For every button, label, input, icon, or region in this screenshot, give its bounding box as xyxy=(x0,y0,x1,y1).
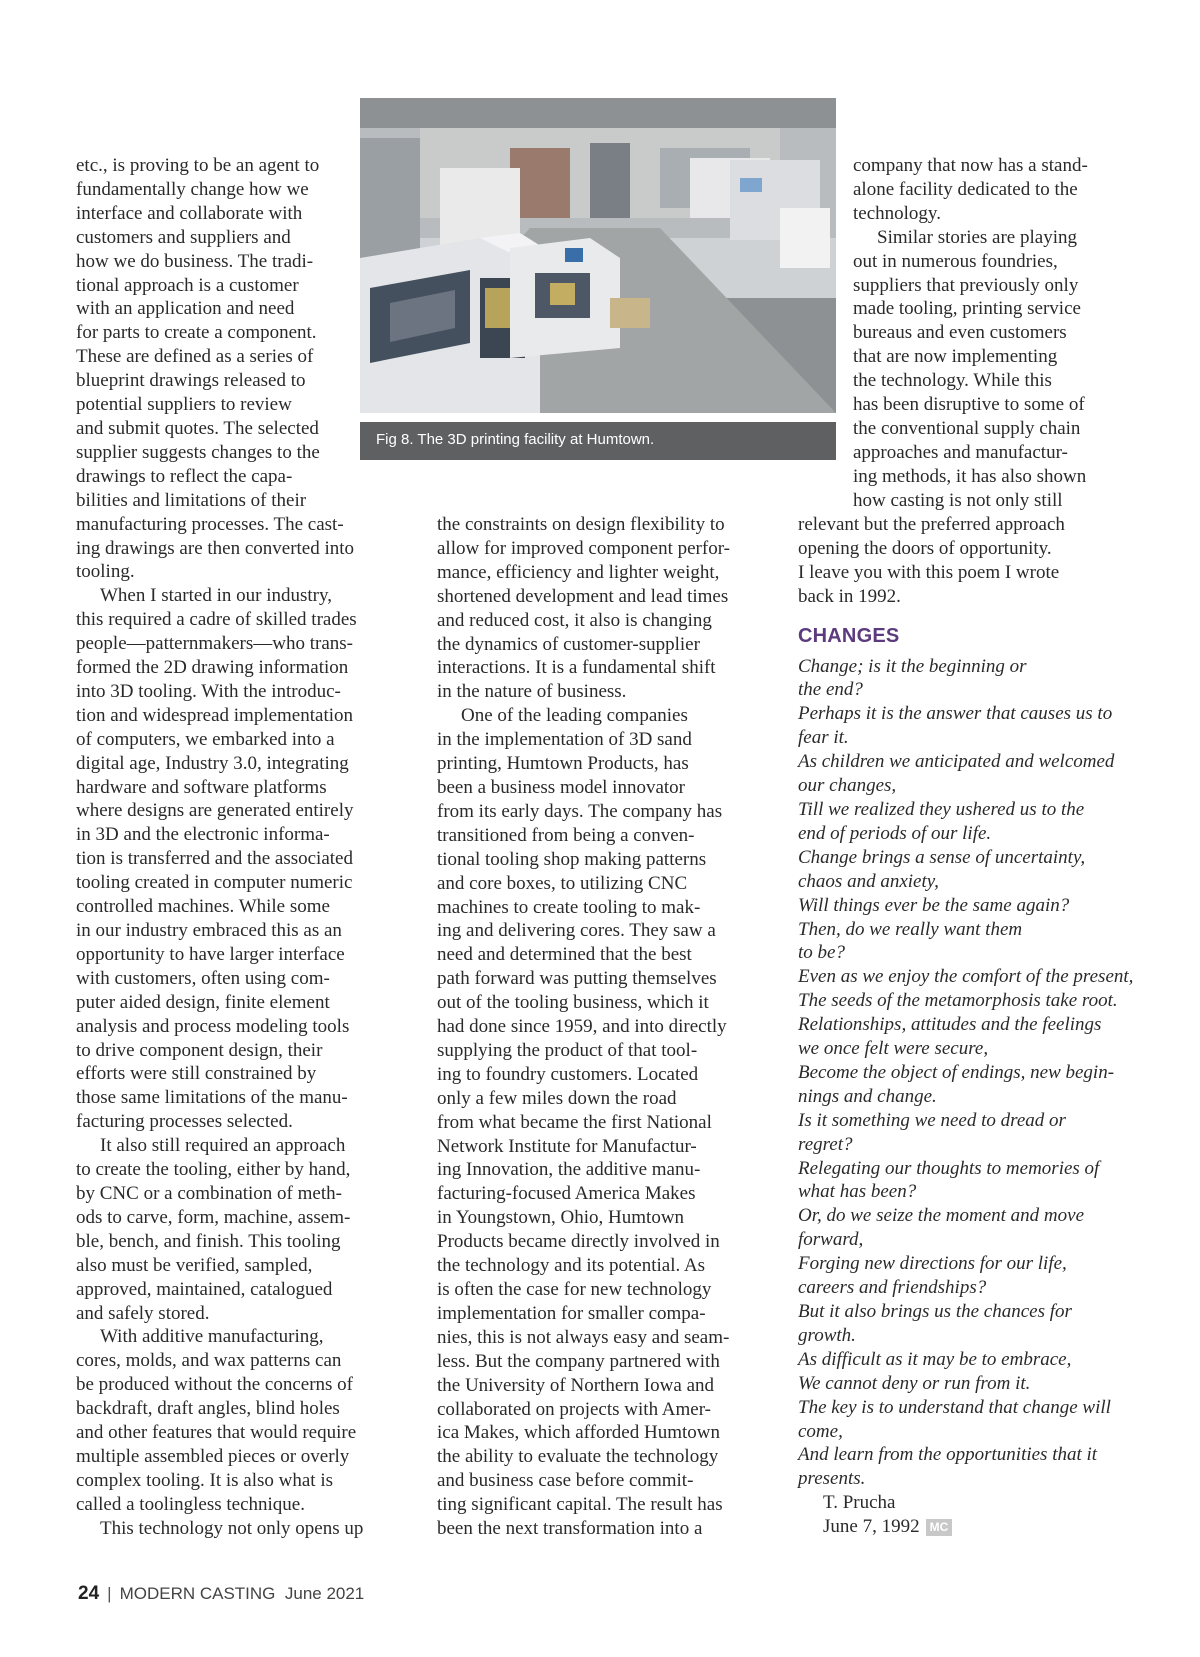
text-line: the University of Northern Iowa and xyxy=(437,1374,715,1396)
text-line: It also still required an approach xyxy=(100,1135,346,1157)
poem-line: Become the object of endings, new begin- xyxy=(798,1061,1115,1083)
poem xyxy=(798,655,1138,1492)
text-line: potential suppliers to review xyxy=(76,394,292,416)
text-line: and submit quotes. The selected xyxy=(76,417,319,439)
page-footer xyxy=(78,1583,364,1605)
text-line: ting significant capital. The result has xyxy=(437,1494,723,1516)
text-line: only a few miles down the road xyxy=(437,1087,677,1109)
text-line: allow for improved component perfor- xyxy=(437,537,730,559)
text-line: drawings to reflect the capa- xyxy=(76,465,293,487)
facility-photo xyxy=(360,98,836,413)
text-line: controlled machines. While some xyxy=(76,896,330,918)
text-line: etc., is proving to be an agent to xyxy=(76,155,320,176)
text-line: been the next transformation into a xyxy=(437,1518,703,1540)
text-line: and core boxes, to utilizing CNC xyxy=(437,872,688,894)
text-line: nies, this is not always easy and seam- xyxy=(437,1326,730,1348)
text-line: customers and suppliers and xyxy=(76,226,291,248)
poem-line: to be? xyxy=(798,942,845,964)
poem-line: As children we anticipated and welcomed xyxy=(798,751,1115,773)
text-line: efforts were still constrained by xyxy=(76,1063,317,1085)
text-line: complex tooling. It is also what is xyxy=(76,1469,334,1491)
poem-line: Or, do we seize the moment and move xyxy=(798,1205,1085,1227)
text-line: Products became directly involved in xyxy=(437,1231,720,1253)
text-line: with an application and need xyxy=(76,298,295,320)
text-line: machines to create tooling to mak- xyxy=(437,896,701,918)
text-line: blueprint drawings released to xyxy=(76,370,306,392)
text-line: facturing-focused America Makes xyxy=(437,1183,696,1205)
text-line: ing Innovation, the additive manu- xyxy=(437,1159,701,1181)
text-line: multiple assembled pieces or overly xyxy=(76,1445,350,1467)
text-line: formed the 2D drawing information xyxy=(76,657,349,679)
text-line: This technology not only opens up xyxy=(100,1517,364,1539)
text-line: people—patternmakers—who trans- xyxy=(76,633,353,655)
paragraph xyxy=(76,154,396,584)
text-line: opening the doors of opportunity. xyxy=(798,537,1052,559)
column-right-body xyxy=(798,513,1138,609)
text-line: puter aided design, finite element xyxy=(76,991,330,1013)
end-mark-logo: MC xyxy=(926,1519,953,1536)
text-line: tional tooling shop making patterns xyxy=(437,848,707,870)
footer-separator: | xyxy=(107,1584,112,1603)
column-right xyxy=(798,513,1138,1539)
text-line: in 3D and the electronic informa- xyxy=(76,824,330,846)
text-line: made tooling, printing service xyxy=(853,298,1081,320)
poem-line: The key is to understand that change will xyxy=(798,1396,1111,1418)
text-line: relevant but the preferred approach xyxy=(798,514,1065,535)
text-line: less. But the company partnered with xyxy=(437,1350,720,1372)
poem-line: our changes, xyxy=(798,775,897,797)
text-line: also must be verified, sampled, xyxy=(76,1254,313,1276)
text-line: bilities and limitations of their xyxy=(76,489,307,511)
text-line: in the implementation of 3D sand xyxy=(437,729,692,751)
text-line: supplier suggests changes to the xyxy=(76,441,320,463)
poem-line: Even as we enjoy the comfort of the present, xyxy=(798,966,1134,988)
text-line: supplying the product of that tool- xyxy=(437,1039,698,1061)
text-line: for parts to create a component. xyxy=(76,322,317,344)
text-line: is often the case for new technology xyxy=(437,1279,712,1300)
text-line: how casting is not only still xyxy=(853,489,1063,511)
text-line: manufacturing processes. The cast- xyxy=(76,513,344,535)
text-line: that are now implementing xyxy=(853,346,1058,368)
text-line: tion and widespread implementation xyxy=(76,704,354,726)
photo-caption: Fig 8. The 3D printing facility at Humtown. xyxy=(376,431,655,448)
poem-line: the end? xyxy=(798,679,863,701)
paragraph xyxy=(76,584,396,1134)
paragraph xyxy=(76,1325,396,1516)
poem-line: Then, do we really want them xyxy=(798,918,1023,940)
poem-line: what has been? xyxy=(798,1181,917,1203)
poem-line: Change; is it the beginning or xyxy=(798,655,1027,677)
text-line: and other features that would require xyxy=(76,1422,357,1444)
text-line: called a toolingless technique. xyxy=(76,1493,305,1515)
column-middle xyxy=(437,513,762,1541)
text-line: Similar stories are playing xyxy=(877,226,1077,248)
text-line: and business case before commit- xyxy=(437,1470,694,1492)
poem-line: And learn from the opportunities that it xyxy=(798,1444,1098,1466)
text-line: One of the leading companies xyxy=(461,705,688,727)
text-line: has been disruptive to some of xyxy=(853,394,1085,416)
text-line: With additive manufacturing, xyxy=(100,1326,324,1348)
signature-date: June 7, 1992 xyxy=(823,1516,920,1538)
paragraph xyxy=(437,704,762,1541)
text-line: approved, maintained, catalogued xyxy=(76,1278,333,1300)
poem-line: Will things ever be the same again? xyxy=(798,894,1070,916)
column-left xyxy=(76,154,396,1541)
text-line: opportunity to have larger interface xyxy=(76,943,345,965)
poem-line: come, xyxy=(798,1420,843,1442)
signature-date-row xyxy=(798,1515,1138,1539)
text-line: been a business model innovator xyxy=(437,776,686,798)
text-line: the dynamics of customer-supplier xyxy=(437,633,700,655)
text-line: the ability to evaluate the technology xyxy=(437,1446,719,1468)
text-line: of computers, we embarked into a xyxy=(76,728,335,750)
text-line: back in 1992. xyxy=(798,585,901,607)
text-line: tooling. xyxy=(76,561,135,583)
text-line: tooling created in computer numeric xyxy=(76,872,353,894)
poem-line: Is it something we need to dread or xyxy=(798,1109,1066,1131)
text-line: by CNC or a combination of meth- xyxy=(76,1182,342,1204)
text-line: with customers, often using com- xyxy=(76,967,330,989)
poem-line: Forging new directions for our life, xyxy=(798,1253,1067,1275)
text-line: and safely stored. xyxy=(76,1302,210,1324)
paragraph xyxy=(76,1517,396,1541)
poem-line: fear it. xyxy=(798,727,849,749)
text-line: digital age, Industry 3.0, integrating xyxy=(76,752,349,774)
text-line: this required a cadre of skilled trades xyxy=(76,609,357,631)
poem-line: careers and friendships? xyxy=(798,1277,987,1299)
text-line: printing, Humtown Products, has xyxy=(437,753,689,775)
text-line: fundamentally change how we xyxy=(76,178,309,200)
text-line: in Youngstown, Ohio, Humtown xyxy=(437,1207,685,1229)
poem-line: The seeds of the metamorphosis take root. xyxy=(798,990,1118,1012)
text-line: tional approach is a customer xyxy=(76,274,299,296)
text-line: tion is transferred and the associated xyxy=(76,848,353,870)
text-line: into 3D tooling. With the introduc- xyxy=(76,680,341,702)
text-line: how we do business. The tradi- xyxy=(76,250,314,272)
text-line: facturing processes selected. xyxy=(76,1111,293,1133)
text-line: in the nature of business. xyxy=(437,681,627,703)
text-line: mance, efficiency and lighter weight, xyxy=(437,561,720,583)
text-line: ing and delivering cores. They saw a xyxy=(437,920,716,942)
poem-line: Till we realized they ushered us to the xyxy=(798,798,1085,820)
text-line: to create the tooling, either by hand, xyxy=(76,1159,351,1181)
text-line: where designs are generated entirely xyxy=(76,800,354,822)
text-line: bureaus and even customers xyxy=(853,322,1067,344)
poem-line: Relegating our thoughts to memories of xyxy=(798,1157,1100,1179)
text-line: the constraints on design flexibility to xyxy=(437,514,725,535)
publication-name: MODERN CASTING xyxy=(119,1584,276,1603)
text-line: be produced without the concerns of xyxy=(76,1374,353,1396)
text-line: ing drawings are then converted into xyxy=(76,537,355,559)
poem-title: CHANGES xyxy=(798,624,900,647)
page-number: 24 xyxy=(78,1583,100,1604)
poem-line: end of periods of our life. xyxy=(798,822,992,844)
text-line: collaborated on projects with Amer- xyxy=(437,1398,711,1420)
column-right-top xyxy=(853,154,1133,513)
text-line: interface and collaborate with xyxy=(76,202,303,224)
text-line: the technology. While this xyxy=(853,370,1052,392)
text-line: need and determined that the best xyxy=(437,944,692,966)
text-line: backdraft, draft angles, blind holes xyxy=(76,1398,340,1420)
paragraph xyxy=(798,513,1138,609)
poem-line: We cannot deny or run from it. xyxy=(798,1372,1031,1394)
poem-line: But it also brings us the chances for xyxy=(798,1301,1072,1322)
paragraph xyxy=(853,226,1133,513)
text-line: approaches and manufactur- xyxy=(853,441,1068,463)
text-line: analysis and process modeling tools xyxy=(76,1015,350,1037)
text-line: the conventional supply chain xyxy=(853,417,1081,439)
text-line: When I started in our industry, xyxy=(100,585,332,607)
poem-line: forward, xyxy=(798,1229,864,1251)
text-line: out of the tooling business, which it xyxy=(437,992,709,1014)
text-line: the technology and its potential. As xyxy=(437,1255,706,1277)
text-line: implementation for smaller compa- xyxy=(437,1302,706,1324)
text-line: shortened development and lead times xyxy=(437,585,729,607)
text-line: These are defined as a series of xyxy=(76,346,314,368)
text-line: ing methods, it has also shown xyxy=(853,465,1087,487)
text-line: hardware and software platforms xyxy=(76,776,327,798)
text-line: from its early days. The company has xyxy=(437,800,723,822)
poem-line: presents. xyxy=(798,1468,866,1490)
text-line: company that now has a stand- xyxy=(853,155,1088,176)
poem-line: regret? xyxy=(798,1133,853,1155)
text-line: transitioned from being a conven- xyxy=(437,824,695,846)
text-line: path forward was putting themselves xyxy=(437,968,717,990)
text-line: from what became the first National xyxy=(437,1111,712,1133)
text-line: in our industry embraced this as an xyxy=(76,920,342,941)
poem-line: Perhaps it is the answer that causes us to xyxy=(798,703,1113,725)
text-line: cores, molds, and wax patterns can xyxy=(76,1350,342,1372)
text-line: out in numerous foundries, xyxy=(853,250,1058,272)
text-line: ble, bench, and finish. This tooling xyxy=(76,1230,341,1252)
paragraph xyxy=(76,1134,396,1325)
text-line: ica Makes, which afforded Humtown xyxy=(437,1422,720,1444)
poem-line: nings and change. xyxy=(798,1085,937,1107)
text-line: to drive component design, their xyxy=(76,1039,323,1061)
text-line: ing to foundry customers. Located xyxy=(437,1063,699,1085)
text-line: interactions. It is a fundamental shift xyxy=(437,657,716,679)
poem-line: we once felt were secure, xyxy=(798,1038,989,1060)
text-line: and reduced cost, it also is changing xyxy=(437,609,712,631)
photo-caption-bar xyxy=(360,422,836,460)
poem-line: Change brings a sense of uncertainty, xyxy=(798,846,1086,868)
poem-line: Relationships, attitudes and the feelings xyxy=(798,1014,1102,1036)
facility-photo-drawing xyxy=(360,98,836,413)
text-line: Network Institute for Manufactur- xyxy=(437,1135,697,1157)
paragraph xyxy=(853,154,1133,226)
paragraph xyxy=(437,513,762,704)
signature-name: T. Prucha xyxy=(823,1492,896,1514)
text-line: those same limitations of the manu- xyxy=(76,1087,348,1109)
issue-date: June 2021 xyxy=(284,1584,365,1603)
text-line: I leave you with this poem I wrote xyxy=(798,561,1060,583)
poem-line: chaos and anxiety, xyxy=(798,870,939,892)
text-line: alone facility dedicated to the xyxy=(853,178,1078,200)
text-line: technology. xyxy=(853,202,941,224)
poem-line: As difficult as it may be to embrace, xyxy=(798,1348,1072,1370)
text-line: ods to carve, form, machine, assem- xyxy=(76,1206,351,1228)
text-line: suppliers that previously only xyxy=(853,274,1079,296)
poem-line: growth. xyxy=(798,1324,856,1346)
text-line: had done since 1959, and into directly xyxy=(437,1016,727,1038)
